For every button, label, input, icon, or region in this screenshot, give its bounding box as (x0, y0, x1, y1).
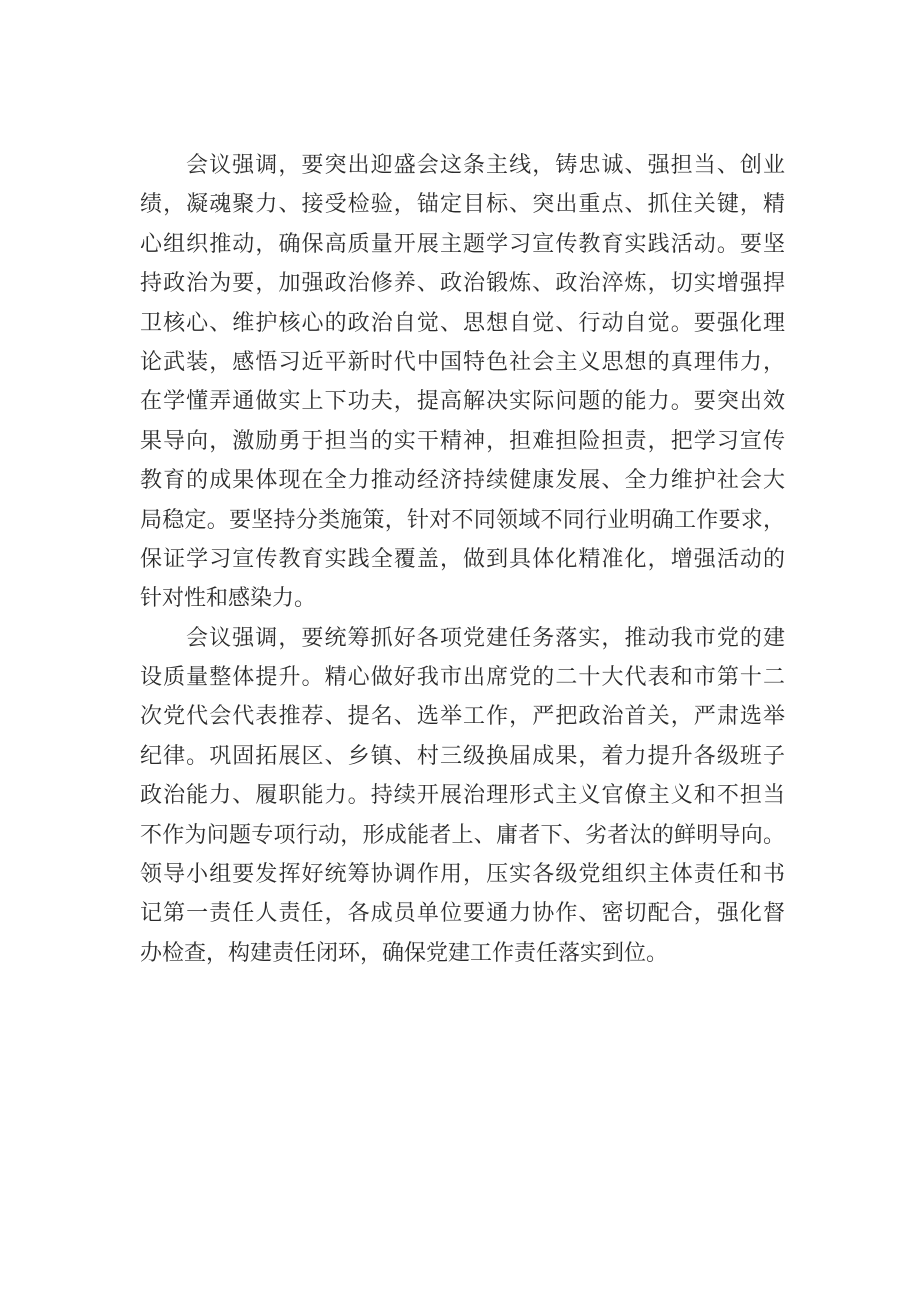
paragraph-1 (140, 146, 785, 619)
paragraph-line: 不作为问题专项行动，形成能者上、庸者下、劣者汰的鲜明导向。 (140, 822, 785, 848)
paragraph-line: 会议强调，要突出迎盛会这条主线，铸忠诚、强担当、创业 (186, 153, 785, 178)
paragraph-line: 政治能力、履职能力。持续开展治理形式主义官僚主义和不担当 (140, 783, 785, 809)
paragraph-line: 记第一责任人责任，各成员单位要通力协作、密切配合，强化督 (140, 901, 785, 927)
paragraph-line: 心组织推动，确保高质量开展主题学习宣传教育实践活动。要坚 (140, 231, 785, 257)
paragraph-line: 果导向，激励勇于担当的实干精神，担难担险担责，把学习宣传 (140, 428, 785, 454)
paragraph-line: 会议强调，要统筹抓好各项党建任务落实，推动我市党的建 (186, 625, 785, 651)
paragraph-line: 领导小组要发挥好统筹协调作用，压实各级党组织主体责任和书 (140, 862, 785, 888)
paragraph-line: 次党代会代表推荐、提名、选举工作，严把政治首关，严肃选举 (140, 704, 785, 730)
paragraph-line: 绩，凝魂聚力、接受检验，锚定目标、突出重点、抓住关键，精 (140, 192, 785, 218)
paragraph-line: 局稳定。要坚持分类施策，针对不同领域不同行业明确工作要求， (140, 507, 785, 533)
paragraph-line: 针对性和感染力。 (140, 586, 317, 612)
paragraph-2 (140, 619, 785, 974)
paragraph-line: 纪律。巩固拓展区、乡镇、村三级换届成果，着力提升各级班子 (140, 743, 785, 769)
paragraph-line: 办检查，构建责任闭环，确保党建工作责任落实到位。 (140, 940, 669, 966)
paragraph-line: 保证学习宣传教育实践全覆盖，做到具体化精准化，增强活动的 (140, 546, 785, 572)
paragraph-line: 持政治为要，加强政治修养、政治锻炼、政治淬炼，切实增强捍 (140, 271, 785, 297)
paragraph-line: 论武装，感悟习近平新时代中国特色社会主义思想的真理伟力， (140, 349, 785, 375)
document-body (140, 146, 785, 973)
paragraph-line: 设质量整体提升。精心做好我市出席党的二十大代表和市第十二 (140, 665, 785, 691)
paragraph-line: 教育的成果体现在全力推动经济持续健康发展、全力维护社会大 (140, 468, 785, 494)
paragraph-line: 卫核心、维护核心的政治自觉、思想自觉、行动自觉。要强化理 (140, 310, 785, 336)
paragraph-line: 在学懂弄通做实上下功夫，提高解决实际问题的能力。要突出效 (140, 389, 785, 415)
